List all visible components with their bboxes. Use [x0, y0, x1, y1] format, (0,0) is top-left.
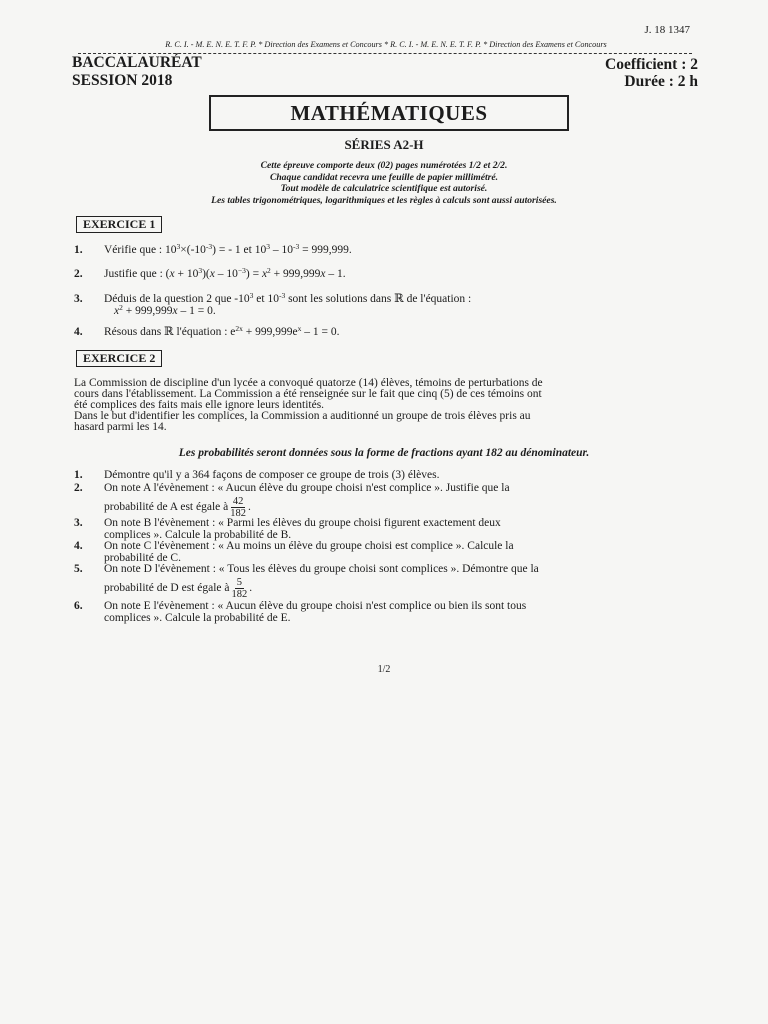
exam-session: SESSION 2018	[72, 72, 173, 89]
paragraph-line: Dans le but d'identifier les complices, la Commission a auditionné un groupe de trois élèves pris au	[74, 410, 531, 422]
subject-title-box	[209, 95, 569, 131]
exam-header-right	[605, 56, 698, 90]
exam-instructions	[60, 160, 708, 206]
duration: Durée : 2 h	[624, 73, 698, 90]
paragraph-line: été complices des faits mais elle ignore leurs identités.	[74, 399, 325, 411]
paragraph-line: cours dans l'établissement. La Commission a été renseignée sur le fait que cinq (5) de ces témoins ont	[74, 388, 542, 400]
coefficient: Coefficient : 2	[605, 56, 698, 73]
paragraph-line: hasard parmi les 14.	[74, 421, 167, 433]
probability-format-note: Les probabilités seront données sous la forme de fractions ayant 182 au dénominateur.	[178, 447, 590, 459]
instruction-line: Les tables trigonométriques, logarithmiques et les règles à calculs sont aussi autorisées.	[211, 194, 557, 206]
instruction-line: Cette épreuve comporte deux (02) pages numérotées 1/2 et 2/2.	[260, 160, 508, 171]
fraction-5-182: $\frac{5}{182}$	[231, 577, 248, 600]
instruction-line: Chaque candidat recevra une feuille de papier millimétré.	[269, 171, 499, 183]
ex2-context-paragraph	[74, 378, 708, 433]
instruction-line: Tout modèle de calculatrice scientifique est autorisé.	[280, 183, 488, 194]
subject-title: MATHÉMATIQUES	[290, 100, 488, 125]
series-label: SÉRIES A2-H	[344, 137, 424, 152]
exam-name: BACCALAURÉAT	[72, 54, 202, 71]
fraction-42-182: $\frac{42}{182}$	[230, 496, 246, 519]
issuer-banner: R. C. I. - M. E. N. E. T. F. P. * Direction des Examens et Concours * R. C. I. - M. E. N. E. T. F. P. * Direction des Examens et Concours	[165, 40, 607, 49]
exam-header-left	[72, 54, 202, 90]
page-number: 1/2	[377, 664, 391, 675]
document-reference: J. 18 1347	[644, 24, 690, 36]
exercise-1-heading: EXERCICE 1	[76, 216, 162, 233]
exercise-2-heading: EXERCICE 2	[76, 350, 162, 367]
paragraph-line: La Commission de discipline d'un lycée a convoqué quatorze (14) élèves, témoins de perturbations de	[74, 377, 543, 389]
